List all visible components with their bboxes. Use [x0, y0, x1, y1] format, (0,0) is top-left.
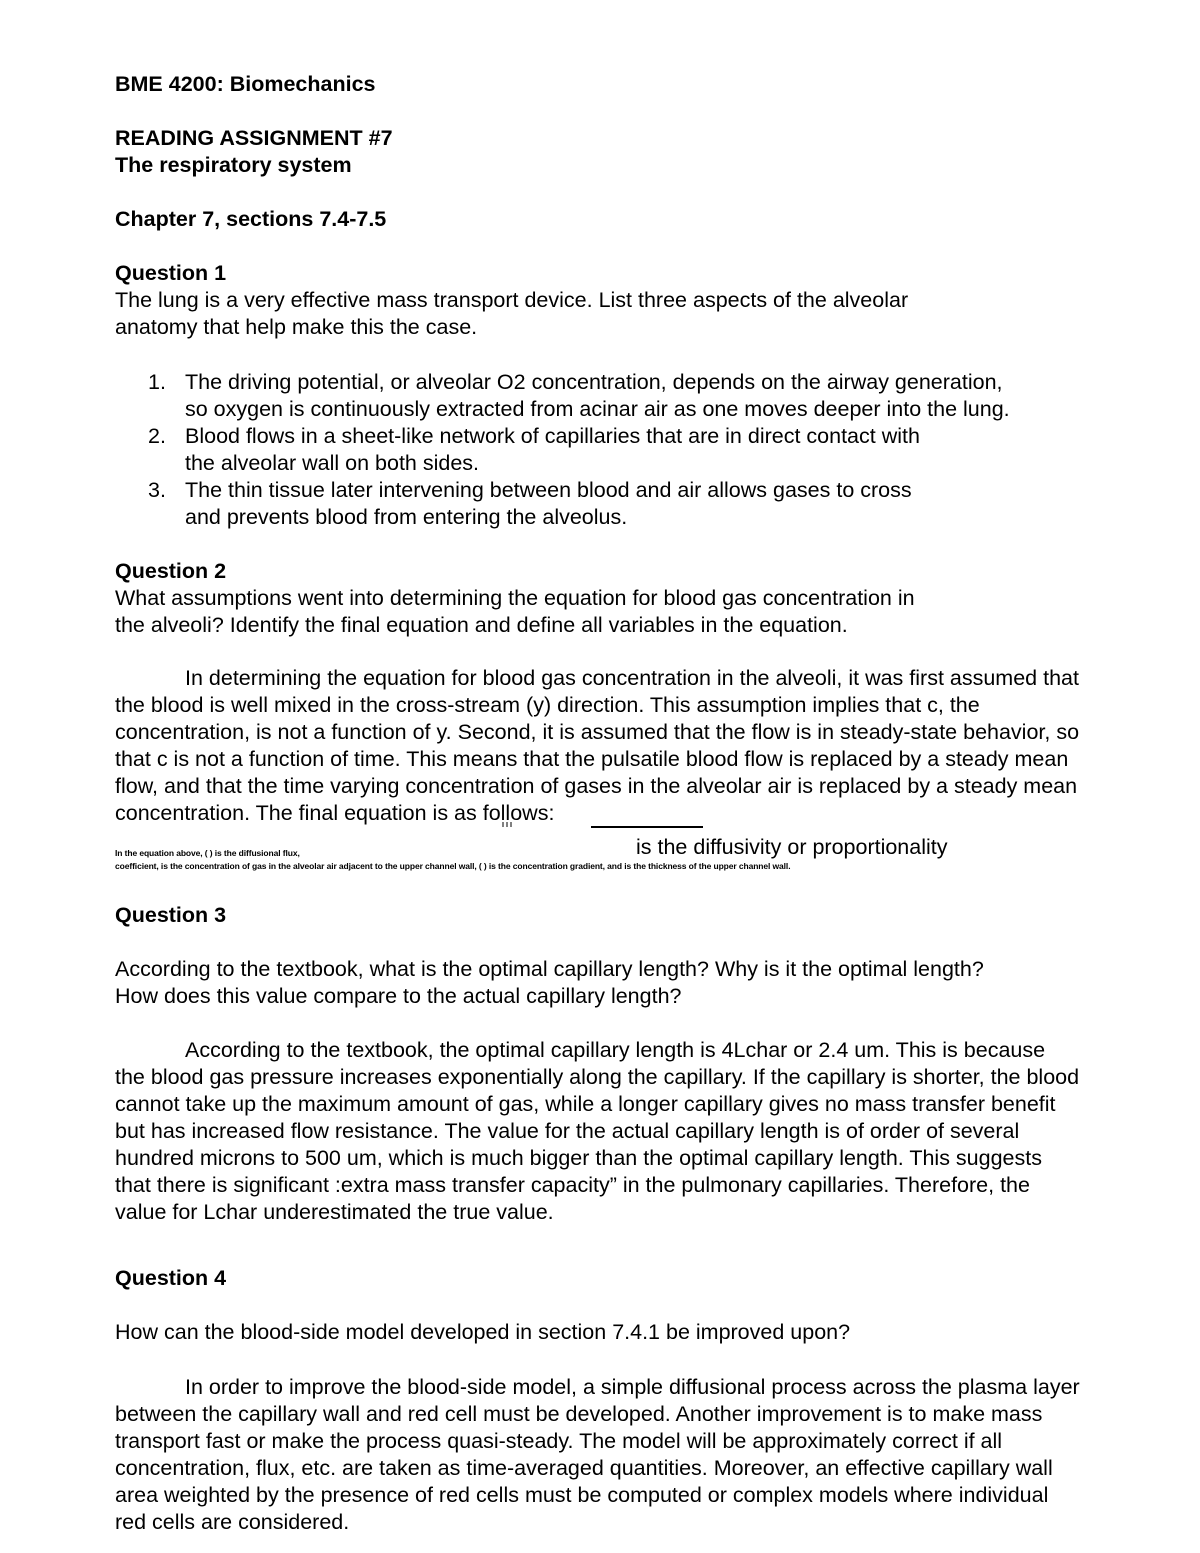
question-3-answer-text: According to the textbook, the optimal capillary length is 4Lchar or 2.4 um. This is because the blood gas pressure increases exponentially along the capillary. If the capillary is shorter, the blood cannot take up the maximum amount of gas, while a longer capillary gives no mass transfer benefit but has increased flow resistance. The value for the actual capillary length is of order of several hundred microns to 500 um, which is much bigger than the optimal capillary length. This suggests that there is significant :extra mass transfer capacity” in the pulmonary capillaries. Therefore, the value for Lchar underestimated the true value.: [115, 1038, 1080, 1224]
list-item: [115, 423, 1055, 477]
list-item-text-line-1: The thin tissue later intervening between blood and air allows gases to cross: [185, 478, 912, 502]
question-3-prompt-line-2: How does this value compare to the actual capillary length?: [115, 984, 682, 1008]
question-3-heading: Question 3: [115, 903, 227, 927]
question-4-answer: [115, 1374, 1080, 1536]
question-1-heading: Question 1: [115, 261, 227, 285]
question-4-heading: Question 4: [115, 1266, 227, 1290]
equation-variables-line-1: In the equation above, ( ) is the diffusional flux,: [115, 848, 300, 858]
list-item: [115, 477, 1055, 531]
list-item-number: 1.: [148, 370, 166, 394]
list-item-number: 3.: [148, 478, 166, 502]
list-item: [115, 369, 1055, 423]
list-item-text-line-1: The driving potential, or alveolar O2 concentration, depends on the airway generation,: [185, 370, 1003, 394]
question-1-answer-list: [115, 369, 1055, 531]
equation-diffusivity-text: is the diffusivity or proportionality: [636, 835, 948, 859]
chapter-reference: Chapter 7, sections 7.4-7.5: [115, 207, 387, 231]
question-3-prompt-line-1: According to the textbook, what is the optimal capillary length? Why is it the optimal length?: [115, 957, 984, 981]
assignment-title: READING ASSIGNMENT #7: [115, 126, 393, 150]
list-item-text-line-2: so oxygen is continuously extracted from acinar air as one moves deeper into the lung.: [185, 397, 1010, 421]
list-item-number: 2.: [148, 424, 166, 448]
list-item-text-line-1: Blood flows in a sheet-like network of capillaries that are in direct contact with: [185, 424, 920, 448]
list-item-text-line-2: the alveolar wall on both sides.: [185, 451, 480, 475]
question-4-prompt: How can the blood-side model developed in section 7.4.1 be improved upon?: [115, 1320, 851, 1344]
question-1-prompt-line-1: The lung is a very effective mass transport device. List three aspects of the alveolar: [115, 288, 909, 312]
question-1-prompt-line-2: anatomy that help make this the case.: [115, 315, 478, 339]
question-2-heading: Question 2: [115, 559, 227, 583]
question-3-answer: [115, 1037, 1080, 1226]
equation-variables-line-2: coefficient, is the concentration of gas in the alveolar air adjacent to the upper channel wall, ( ) is the concentration gradient, and is the thickness of the upper channel wall.: [115, 861, 791, 871]
question-2-answer-text: In determining the equation for blood gas concentration in the alveoli, it was first assumed that the blood is well mixed in the cross-stream (y) direction. This assumption implies that c, the concentration, is not a function of y. Second, it is assumed that the flow is in steady-state behavior, so that c is not a function of time. This means that the pulsatile blood flow is replaced by a steady mean flow, and that the time varying concentration of gases in the alveolar air is replaced by a steady mean concentration. The final equation is as follows:: [115, 666, 1080, 825]
question-4-answer-text: In order to improve the blood-side model, a simple diffusional process across the plasma layer between the capillary wall and red cell must be developed. Another improvement is to make mass transport fast or make the process quasi-steady. The model will be approximately correct if all concentration, flux, etc. are taken as time-averaged quantities. Moreover, an effective capillary wall area weighted by the presence of red cells must be computed or complex models where individual red cells are considered.: [115, 1375, 1080, 1534]
course-title: BME 4200: Biomechanics: [115, 72, 376, 96]
question-2-prompt-line-2: the alveoli? Identify the final equation and define all variables in the equation.: [115, 613, 848, 637]
assignment-topic: The respiratory system: [115, 153, 352, 177]
question-2-answer: [115, 665, 1080, 827]
equation-remnant-mark: [501, 822, 515, 827]
question-2-prompt-line-1: What assumptions went into determining the equation for blood gas concentration in: [115, 586, 915, 610]
list-item-text-line-2: and prevents blood from entering the alveolus.: [185, 505, 628, 529]
equation-fraction-bar: [591, 826, 703, 828]
